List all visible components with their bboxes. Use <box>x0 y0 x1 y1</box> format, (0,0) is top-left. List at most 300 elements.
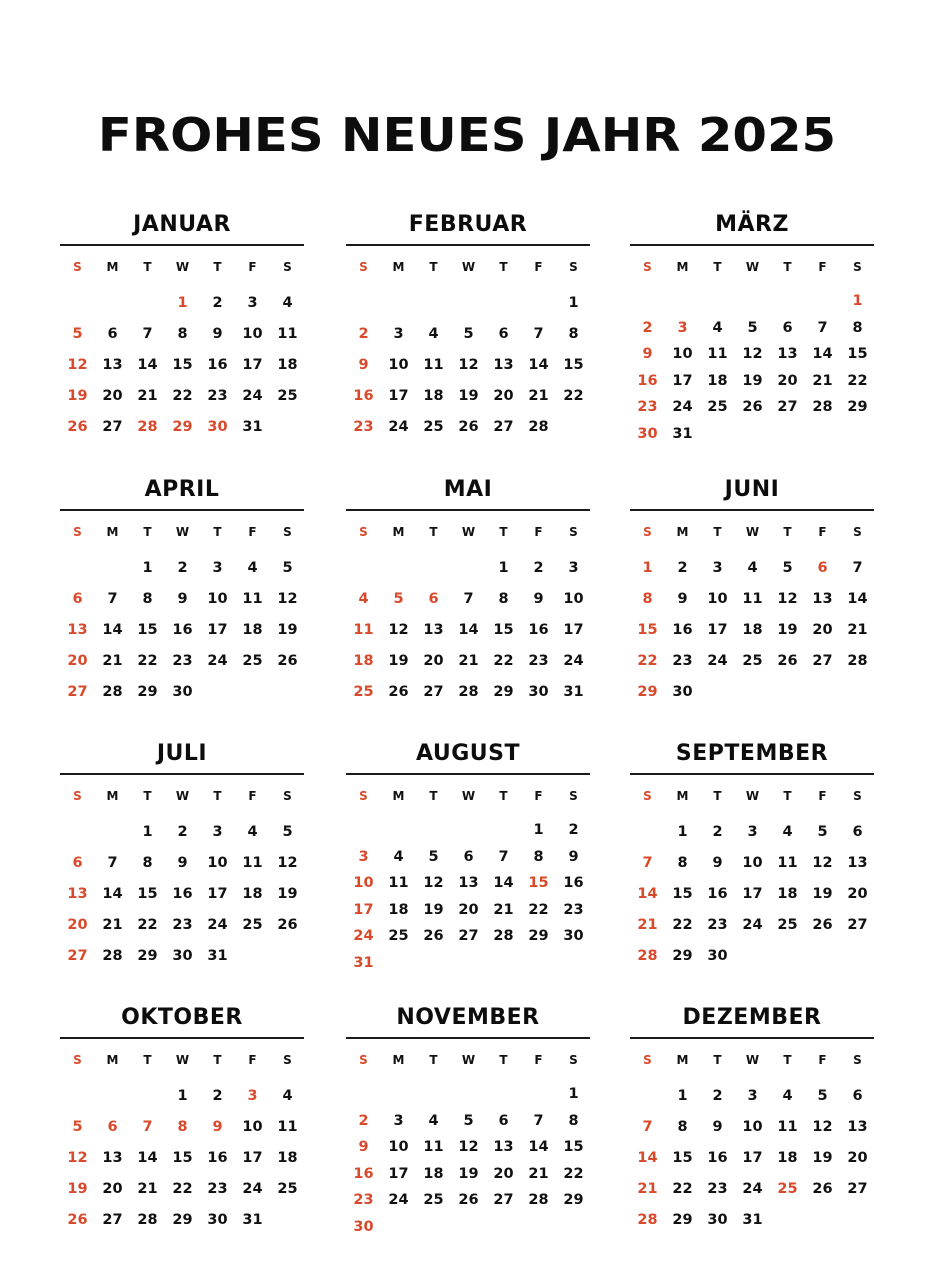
day-cell: 30 <box>637 425 658 442</box>
day-cell: 27 <box>102 1212 123 1228</box>
day-cell: 25 <box>388 928 409 944</box>
day-cell: 14 <box>102 886 123 902</box>
day-cell: 19 <box>423 901 444 918</box>
day-cell: 18 <box>242 622 263 638</box>
day-cell: 3 <box>393 326 404 342</box>
day-cell: 26 <box>67 419 88 435</box>
day-cell: 22 <box>563 388 584 404</box>
day-cell: 22 <box>672 917 693 933</box>
day-cell: 11 <box>423 1139 444 1155</box>
day-cell: 28 <box>637 948 658 964</box>
weekday-label: S <box>569 789 578 803</box>
weekday-label: S <box>73 260 82 274</box>
weekday-label: F <box>534 789 543 803</box>
day-cell: 26 <box>277 917 298 933</box>
weekday-header <box>60 787 304 805</box>
day-cell: 31 <box>242 1212 263 1228</box>
day-cell: 12 <box>67 1150 88 1166</box>
day-cell: 30 <box>707 948 728 964</box>
day-cell: 7 <box>642 1119 653 1135</box>
empty-cell <box>416 288 451 319</box>
day-cell: 6 <box>498 1112 509 1129</box>
weekday-label: S <box>643 525 652 539</box>
day-cell: 18 <box>242 886 263 902</box>
day-cell: 22 <box>493 653 514 669</box>
day-cell: 18 <box>423 388 444 404</box>
day-cell: 25 <box>777 917 798 933</box>
day-grid <box>346 817 590 976</box>
day-cell: 9 <box>177 855 188 871</box>
day-cell: 29 <box>172 1212 193 1228</box>
weekday-label: T <box>429 525 438 539</box>
empty-cell <box>416 553 451 584</box>
day-cell: 9 <box>712 855 723 871</box>
day-cell: 24 <box>353 928 374 944</box>
day-cell: 16 <box>172 622 193 638</box>
month-divider <box>346 509 590 511</box>
day-cell: 28 <box>137 419 158 435</box>
day-cell: 29 <box>172 419 193 435</box>
day-cell: 28 <box>102 948 123 964</box>
day-cell: 19 <box>277 622 298 638</box>
day-cell: 1 <box>642 560 653 576</box>
day-cell: 13 <box>777 346 798 362</box>
day-cell: 26 <box>67 1212 88 1228</box>
day-cell: 17 <box>353 901 374 918</box>
day-cell: 6 <box>107 326 118 342</box>
month-name: MÄRZ <box>715 212 789 237</box>
day-cell: 30 <box>172 684 193 700</box>
day-cell: 21 <box>528 1165 549 1182</box>
empty-cell <box>805 288 840 315</box>
weekday-header <box>630 523 874 541</box>
day-cell: 2 <box>177 560 188 576</box>
day-cell: 23 <box>707 1181 728 1197</box>
day-cell: 13 <box>812 591 833 607</box>
day-cell: 20 <box>102 1181 123 1197</box>
day-cell: 4 <box>282 295 293 311</box>
day-cell: 17 <box>388 388 409 404</box>
weekday-label: F <box>534 525 543 539</box>
empty-cell <box>630 288 665 315</box>
day-cell: 19 <box>812 1150 833 1166</box>
day-cell: 8 <box>498 591 509 607</box>
day-cell: 27 <box>847 917 868 933</box>
weekday-label: F <box>248 789 257 803</box>
weekday-header <box>630 787 874 805</box>
weekday-label: W <box>461 789 476 803</box>
day-cell: 8 <box>177 326 188 342</box>
weekday-label: W <box>745 260 760 274</box>
day-cell: 10 <box>742 1119 763 1135</box>
month-divider <box>346 773 590 775</box>
day-cell: 3 <box>212 824 223 840</box>
weekday-label: T <box>713 1053 722 1067</box>
day-cell: 7 <box>107 591 118 607</box>
empty-cell <box>381 288 416 319</box>
day-cell: 29 <box>137 948 158 964</box>
weekday-label: W <box>461 1053 476 1067</box>
day-cell: 2 <box>358 1112 369 1129</box>
month-juli <box>60 739 304 972</box>
month-divider <box>630 773 874 775</box>
day-cell: 31 <box>242 419 263 435</box>
day-cell: 5 <box>72 326 83 342</box>
day-cell: 19 <box>458 1165 479 1182</box>
empty-cell <box>381 817 416 844</box>
weekday-label: S <box>643 260 652 274</box>
day-cell: 24 <box>207 653 228 669</box>
day-cell: 28 <box>812 399 833 415</box>
day-cell: 4 <box>282 1088 293 1104</box>
day-cell: 29 <box>563 1192 584 1208</box>
day-cell: 22 <box>172 388 193 404</box>
weekday-label: S <box>569 1053 578 1067</box>
day-cell: 22 <box>528 901 549 918</box>
day-cell: 5 <box>817 1088 828 1104</box>
day-cell: 23 <box>172 917 193 933</box>
day-cell: 30 <box>528 684 549 700</box>
weekday-label: F <box>248 260 257 274</box>
day-grid <box>60 1081 304 1236</box>
weekday-label: S <box>283 1053 292 1067</box>
day-cell: 24 <box>242 1181 263 1197</box>
day-cell: 28 <box>528 1192 549 1208</box>
day-cell: 26 <box>812 1181 833 1197</box>
weekday-label: S <box>359 260 368 274</box>
day-cell: 14 <box>458 622 479 638</box>
weekday-label: T <box>143 525 152 539</box>
weekday-label: T <box>713 525 722 539</box>
day-cell: 16 <box>637 372 658 389</box>
month-dezember <box>630 1003 874 1236</box>
day-cell: 29 <box>637 684 658 700</box>
day-cell: 19 <box>388 653 409 669</box>
day-cell: 25 <box>707 399 728 415</box>
weekday-header <box>60 1051 304 1069</box>
empty-cell <box>770 288 805 315</box>
day-cell: 25 <box>423 1192 444 1208</box>
day-cell: 13 <box>847 855 868 871</box>
day-cell: 4 <box>782 824 793 840</box>
day-cell: 12 <box>812 855 833 871</box>
weekday-label: M <box>106 789 119 803</box>
weekday-label: T <box>213 525 222 539</box>
empty-cell <box>346 817 381 844</box>
day-cell: 6 <box>463 848 474 865</box>
day-cell: 25 <box>423 419 444 435</box>
day-cell: 26 <box>458 1192 479 1208</box>
day-cell: 16 <box>707 886 728 902</box>
day-cell: 31 <box>742 1212 763 1228</box>
day-cell: 15 <box>528 875 549 891</box>
month-divider <box>346 244 590 246</box>
day-cell: 11 <box>242 591 263 607</box>
day-cell: 8 <box>852 319 863 336</box>
day-cell: 16 <box>563 875 584 891</box>
day-cell: 1 <box>533 822 544 838</box>
month-name: AUGUST <box>416 741 520 766</box>
empty-cell <box>381 553 416 584</box>
day-cell: 27 <box>67 684 88 700</box>
day-cell: 7 <box>142 1119 153 1135</box>
weekday-label: M <box>676 260 689 274</box>
day-cell: 17 <box>388 1165 409 1182</box>
day-cell: 1 <box>852 293 863 309</box>
day-cell: 22 <box>672 1181 693 1197</box>
day-cell: 10 <box>242 326 263 342</box>
weekday-header <box>346 1051 590 1069</box>
day-cell: 24 <box>207 917 228 933</box>
day-cell: 24 <box>388 1192 409 1208</box>
day-cell: 30 <box>563 928 584 944</box>
day-cell: 4 <box>747 560 758 576</box>
day-cell: 30 <box>207 1212 228 1228</box>
weekday-label: S <box>73 1053 82 1067</box>
day-cell: 16 <box>672 622 693 638</box>
day-cell: 26 <box>812 917 833 933</box>
day-cell: 7 <box>107 855 118 871</box>
day-grid <box>630 288 874 447</box>
day-cell: 4 <box>393 848 404 865</box>
day-cell: 27 <box>777 399 798 415</box>
day-grid <box>60 288 304 443</box>
day-cell: 1 <box>568 295 579 311</box>
day-cell: 28 <box>847 653 868 669</box>
weekday-label: T <box>499 1053 508 1067</box>
day-cell: 26 <box>777 653 798 669</box>
day-cell: 30 <box>672 684 693 700</box>
day-cell: 27 <box>812 653 833 669</box>
day-cell: 4 <box>247 824 258 840</box>
day-cell: 15 <box>172 1150 193 1166</box>
day-cell: 8 <box>677 1119 688 1135</box>
weekday-label: M <box>676 1053 689 1067</box>
weekday-header <box>346 787 590 805</box>
weekday-header <box>630 258 874 276</box>
weekday-label: T <box>213 1053 222 1067</box>
day-cell: 5 <box>463 326 474 342</box>
weekday-header <box>346 258 590 276</box>
month-name: MAI <box>443 477 493 502</box>
day-cell: 13 <box>67 622 88 638</box>
day-cell: 16 <box>528 622 549 638</box>
day-cell: 10 <box>207 591 228 607</box>
month-divider <box>60 244 304 246</box>
day-cell: 1 <box>568 1086 579 1102</box>
weekday-label: S <box>853 789 862 803</box>
month-divider <box>630 244 874 246</box>
day-cell: 21 <box>137 1181 158 1197</box>
day-cell: 1 <box>142 824 153 840</box>
weekday-label: M <box>106 525 119 539</box>
day-cell: 13 <box>493 1139 514 1155</box>
day-cell: 20 <box>493 1165 514 1182</box>
day-cell: 19 <box>67 1181 88 1197</box>
day-cell: 9 <box>212 1119 223 1135</box>
day-cell: 2 <box>568 822 579 838</box>
empty-cell <box>346 1081 381 1108</box>
day-cell: 2 <box>358 326 369 342</box>
day-cell: 15 <box>672 886 693 902</box>
day-cell: 17 <box>242 1150 263 1166</box>
empty-cell <box>451 553 486 584</box>
day-cell: 26 <box>458 419 479 435</box>
weekday-label: T <box>429 260 438 274</box>
empty-cell <box>346 288 381 319</box>
day-cell: 19 <box>277 886 298 902</box>
day-cell: 18 <box>388 901 409 918</box>
day-cell: 27 <box>67 948 88 964</box>
day-cell: 23 <box>637 399 658 415</box>
empty-cell <box>521 288 556 319</box>
day-cell: 27 <box>102 419 123 435</box>
day-cell: 8 <box>142 855 153 871</box>
day-cell: 30 <box>172 948 193 964</box>
day-cell: 28 <box>528 419 549 435</box>
weekday-label: W <box>175 525 190 539</box>
weekday-label: S <box>853 260 862 274</box>
weekday-label: T <box>429 789 438 803</box>
day-cell: 23 <box>353 419 374 435</box>
day-grid <box>630 553 874 708</box>
weekday-label: W <box>175 1053 190 1067</box>
month-divider <box>60 1037 304 1039</box>
empty-cell <box>735 288 770 315</box>
day-cell: 21 <box>637 917 658 933</box>
weekday-label: W <box>745 789 760 803</box>
day-cell: 16 <box>207 357 228 373</box>
empty-cell <box>451 817 486 844</box>
day-cell: 22 <box>137 917 158 933</box>
day-cell: 7 <box>533 1112 544 1129</box>
weekday-label: M <box>106 260 119 274</box>
day-cell: 28 <box>637 1212 658 1228</box>
day-cell: 9 <box>712 1119 723 1135</box>
day-grid <box>346 288 590 443</box>
day-cell: 3 <box>747 1088 758 1104</box>
day-cell: 10 <box>207 855 228 871</box>
day-cell: 24 <box>563 653 584 669</box>
empty-cell <box>665 288 700 315</box>
day-cell: 14 <box>637 1150 658 1166</box>
day-grid <box>60 817 304 972</box>
day-cell: 4 <box>428 1112 439 1129</box>
weekday-label: S <box>283 525 292 539</box>
weekday-label: M <box>392 1053 405 1067</box>
day-cell: 18 <box>277 1150 298 1166</box>
empty-cell <box>95 553 130 584</box>
day-cell: 12 <box>277 855 298 871</box>
weekday-label: M <box>676 525 689 539</box>
weekday-label: F <box>534 260 543 274</box>
month-name: APRIL <box>144 477 220 502</box>
day-cell: 31 <box>353 954 374 971</box>
day-cell: 28 <box>102 684 123 700</box>
day-cell: 15 <box>563 1139 584 1155</box>
empty-cell <box>416 817 451 844</box>
day-cell: 1 <box>677 1088 688 1104</box>
day-cell: 21 <box>847 622 868 638</box>
day-cell: 9 <box>177 591 188 607</box>
day-cell: 14 <box>812 346 833 362</box>
day-cell: 8 <box>568 1112 579 1129</box>
day-cell: 20 <box>458 901 479 918</box>
empty-cell <box>486 817 521 844</box>
day-grid <box>346 1081 590 1240</box>
day-cell: 1 <box>142 560 153 576</box>
page-title: FROHES NEUES JAHR 2025 <box>97 108 837 162</box>
day-cell: 23 <box>528 653 549 669</box>
day-cell: 6 <box>428 591 439 607</box>
day-cell: 28 <box>458 684 479 700</box>
month-april <box>60 475 304 708</box>
day-cell: 25 <box>242 917 263 933</box>
day-cell: 18 <box>707 372 728 389</box>
day-cell: 20 <box>847 886 868 902</box>
day-cell: 13 <box>67 886 88 902</box>
day-cell: 18 <box>777 886 798 902</box>
day-cell: 9 <box>212 326 223 342</box>
day-cell: 30 <box>207 419 228 435</box>
weekday-label: F <box>248 525 257 539</box>
weekday-label: S <box>853 525 862 539</box>
weekday-label: S <box>359 789 368 803</box>
empty-cell <box>60 1081 95 1112</box>
weekday-label: T <box>783 789 792 803</box>
day-cell: 10 <box>242 1119 263 1135</box>
weekday-header <box>60 523 304 541</box>
day-cell: 4 <box>428 326 439 342</box>
day-cell: 6 <box>72 855 83 871</box>
weekday-label: F <box>818 260 827 274</box>
day-cell: 26 <box>388 684 409 700</box>
day-cell: 15 <box>847 346 868 362</box>
weekday-label: F <box>818 1053 827 1067</box>
day-cell: 7 <box>463 591 474 607</box>
day-cell: 4 <box>782 1088 793 1104</box>
day-cell: 21 <box>137 388 158 404</box>
weekday-label: M <box>392 789 405 803</box>
weekday-label: T <box>143 1053 152 1067</box>
day-cell: 2 <box>177 824 188 840</box>
day-cell: 9 <box>642 346 653 362</box>
day-cell: 12 <box>742 346 763 362</box>
day-cell: 30 <box>353 1218 374 1235</box>
day-cell: 6 <box>498 326 509 342</box>
weekday-label: M <box>392 525 405 539</box>
day-cell: 31 <box>563 684 584 700</box>
empty-cell <box>521 1081 556 1108</box>
day-cell: 27 <box>493 419 514 435</box>
day-cell: 27 <box>458 928 479 944</box>
weekday-label: T <box>499 525 508 539</box>
weekday-header <box>346 523 590 541</box>
day-cell: 11 <box>353 622 374 638</box>
day-cell: 8 <box>568 326 579 342</box>
day-cell: 20 <box>423 653 444 669</box>
day-cell: 3 <box>393 1112 404 1129</box>
day-cell: 7 <box>498 848 509 865</box>
month-divider <box>60 773 304 775</box>
day-cell: 24 <box>242 388 263 404</box>
day-cell: 13 <box>847 1119 868 1135</box>
empty-cell <box>60 817 95 848</box>
day-cell: 17 <box>742 1150 763 1166</box>
day-cell: 5 <box>817 824 828 840</box>
day-cell: 9 <box>568 848 579 865</box>
empty-cell <box>95 1081 130 1112</box>
